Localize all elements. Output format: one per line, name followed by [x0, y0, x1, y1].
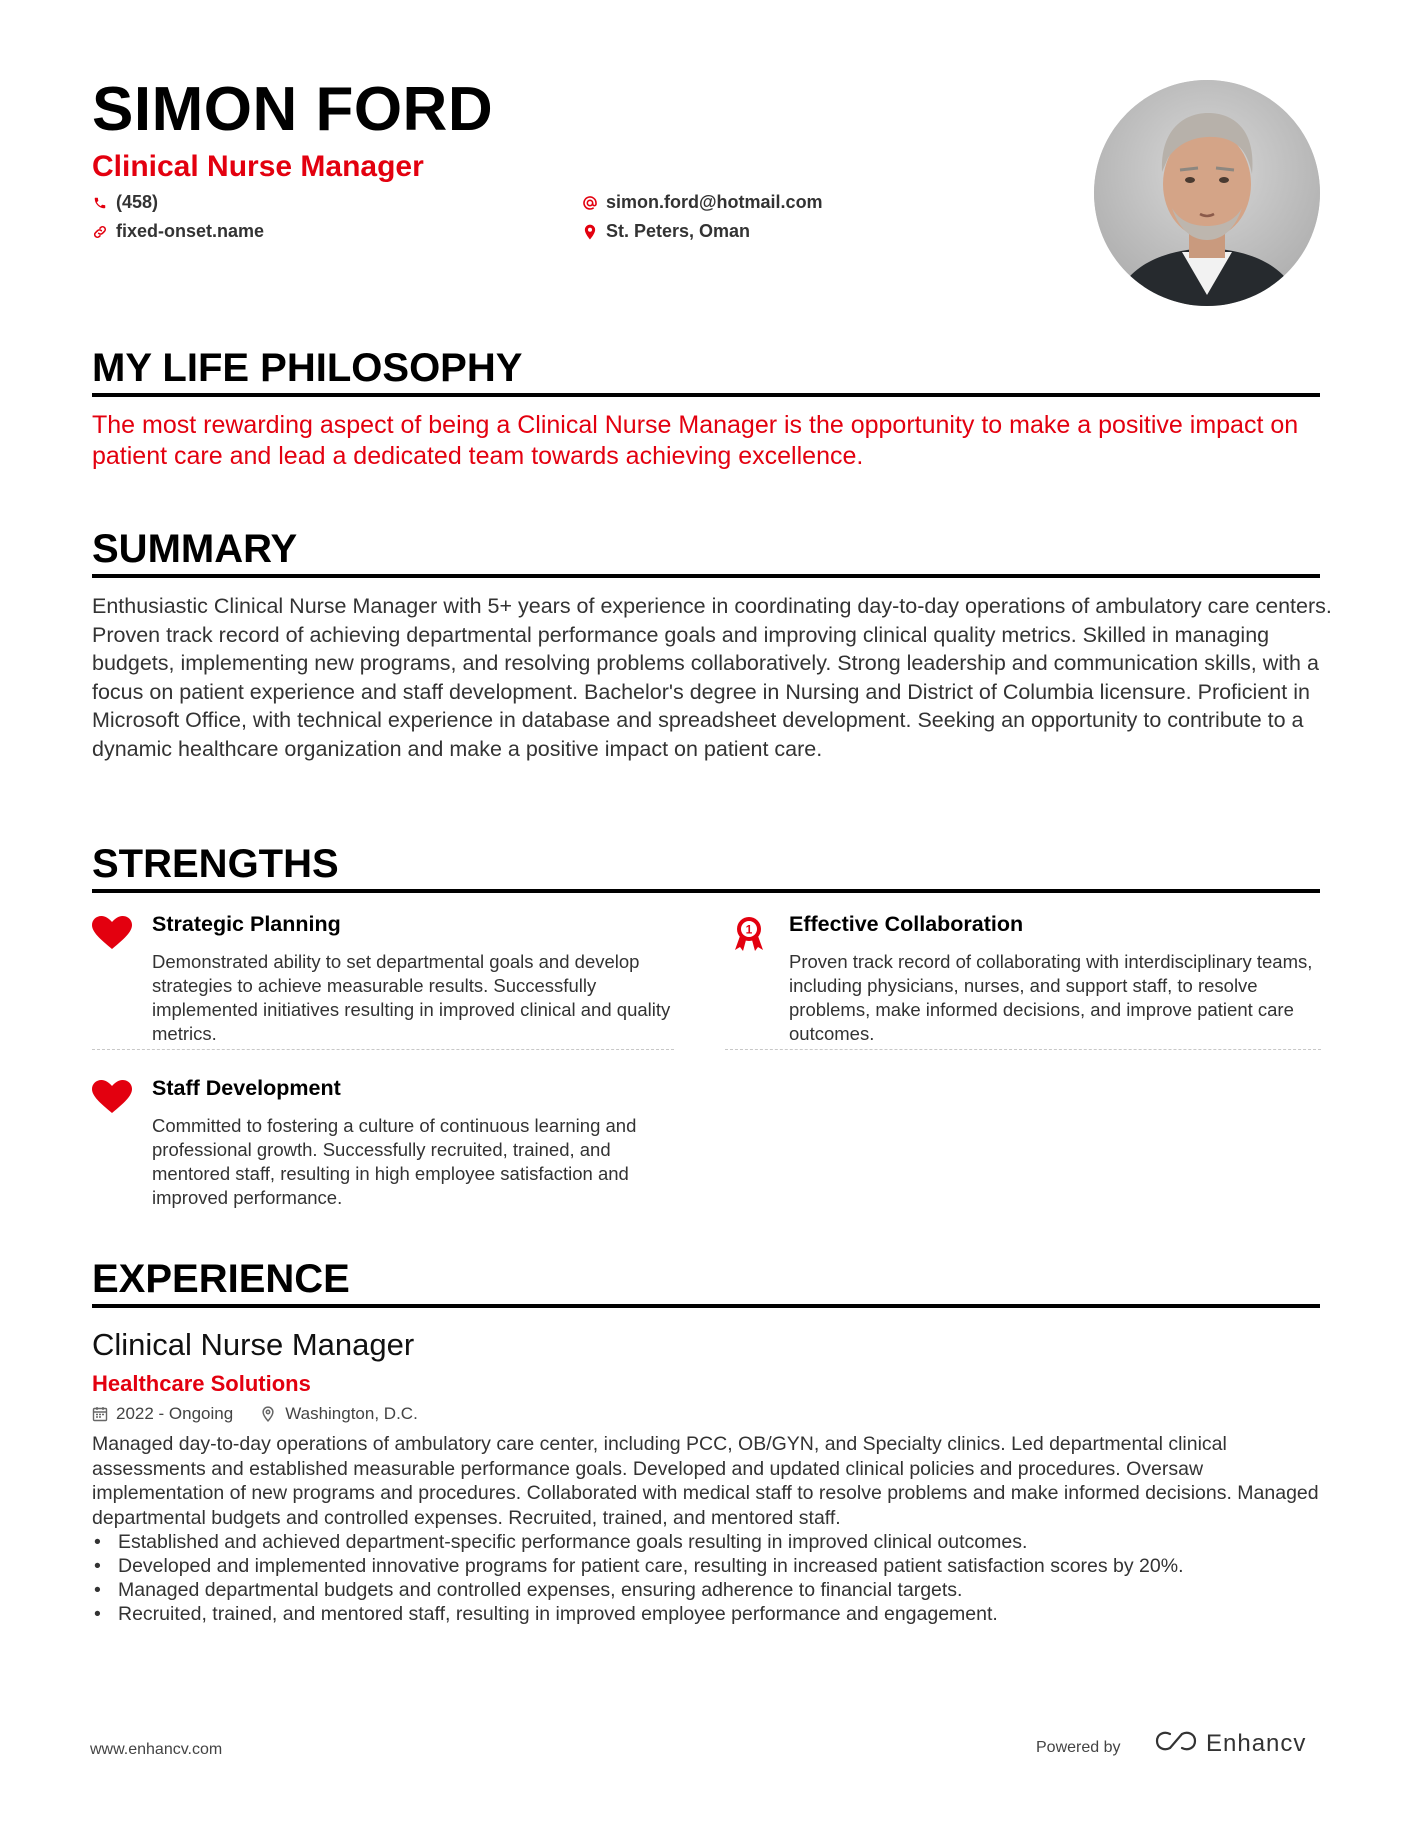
footer-url[interactable]: www.enhancv.com: [90, 1741, 223, 1758]
contact-phone[interactable]: [92, 192, 158, 213]
philosophy-text: The most rewarding aspect of being a Clinical Nurse Manager is the opportunity to make a positive impact on patient care and lead a dedicated team towards achieving excellence.: [92, 411, 1299, 470]
summary-text: Enthusiastic Clinical Nurse Manager with 5+ years of experience in coordinating day-to-day operations of ambulatory care centers. Proven track record of achieving departmental performance goals and improving clinical quality metrics. Skilled in managing budgets, implementing new programs, and resolving problems collaboratively. Strong leadership and communication skills, with a focus on patient experience and staff development. Bachelor's degree in Nursing and District of Columbia licensure. Proficient in Microsoft Office, with technical experience in database and spreadsheet development. Seeking an opportunity to contribute to a dynamic healthcare organization and make a positive impact on patient care.: [92, 594, 1332, 761]
brand-name: Enhancv: [1206, 1729, 1307, 1757]
strength-title: Effective Collaboration: [789, 912, 1024, 936]
map-pin-icon: [582, 224, 598, 240]
candidate-name: SIMON FORD: [92, 75, 494, 144]
strength-title: Staff Development: [152, 1076, 341, 1100]
profile-photo: [1094, 80, 1320, 306]
philosophy-heading: MY LIFE PHILOSOPHY: [92, 346, 523, 390]
heart-icon: [92, 916, 132, 950]
experience-heading: EXPERIENCE: [92, 1257, 350, 1301]
summary-heading: SUMMARY: [92, 527, 298, 571]
strengths-divider: [92, 889, 1320, 893]
list-item: • Established and achieved department-specific performance goals resulting in improved clinical outcomes.: [92, 1530, 1332, 1554]
award-ribbon-icon: [729, 916, 769, 950]
contact-location: [582, 221, 750, 242]
calendar-icon: [92, 1406, 108, 1422]
contact-website[interactable]: [92, 221, 264, 242]
website-text: fixed-onset.name: [116, 221, 265, 241]
strength-title: Strategic Planning: [152, 912, 341, 936]
email-text: simon.ford@hotmail.com: [606, 192, 823, 212]
brand-logo[interactable]: [1154, 1729, 1306, 1758]
strengths-heading: STRENGTHS: [92, 842, 339, 886]
philosophy-divider: [92, 393, 1320, 397]
contact-email[interactable]: [582, 192, 823, 213]
strength-separator: [92, 1049, 674, 1050]
candidate-title: Clinical Nurse Manager: [92, 150, 424, 183]
svg-text:1: 1: [745, 922, 753, 937]
map-pin-icon: [261, 1406, 277, 1422]
strength-description: Proven track record of collaborating with interdisciplinary teams, including physicians, nurses, and support staff, to resolve problems, make informed decisions, and improve patient care outcomes.: [789, 951, 1313, 1044]
job-achievements: [92, 1530, 1332, 1626]
contact-info: [92, 192, 852, 252]
job-title: Clinical Nurse Manager: [92, 1327, 415, 1362]
list-item: • Developed and implemented innovative programs for patient care, resulting in increased patient satisfaction scores by 20%.: [92, 1554, 1332, 1578]
job-meta: [92, 1404, 418, 1424]
job-company: Healthcare Solutions: [92, 1371, 311, 1396]
link-icon: [92, 224, 108, 240]
enhancv-logo-icon: [1154, 1729, 1198, 1758]
list-item: • Recruited, trained, and mentored staff, resulting in improved employee performance and engagement.: [92, 1602, 1332, 1626]
powered-by-label: Powered by: [1036, 1739, 1121, 1756]
job-description: Managed day-to-day operations of ambulatory care center, including PCC, OB/GYN, and Specialty clinics. Led departmental clinical assessments and established measurable performance goals. Developed and updated clinical policies and procedures. Oversaw implementation of new programs and procedures. Collaborated with medical staff to resolve problems and make informed decisions. Managed departmental budgets and controlled expenses. Recruited, trained, and mentored staff.: [92, 1433, 1319, 1529]
strength-description: Committed to fostering a culture of continuous learning and professional growth. Successfully recruited, trained, and mentored staff, resulting in high employee satisfaction and improved performance.: [152, 1115, 637, 1208]
job-dates: 2022 - Ongoing: [116, 1404, 234, 1423]
phone-text: (458): [116, 192, 159, 212]
list-item: • Managed departmental budgets and controlled expenses, ensuring adherence to financial targets.: [92, 1578, 1332, 1602]
strength-separator: [725, 1049, 1321, 1050]
strength-description: Demonstrated ability to set departmental goals and develop strategies to achieve measurable results. Successfully implemented initiatives resulting in improved clinical and quality metrics.: [152, 951, 671, 1044]
heart-icon: [92, 1080, 132, 1114]
experience-divider: [92, 1304, 1320, 1308]
location-text: St. Peters, Oman: [606, 221, 751, 241]
phone-icon: [92, 195, 108, 211]
summary-divider: [92, 574, 1320, 578]
job-location: Washington, D.C.: [285, 1404, 418, 1423]
at-icon: [582, 195, 598, 211]
